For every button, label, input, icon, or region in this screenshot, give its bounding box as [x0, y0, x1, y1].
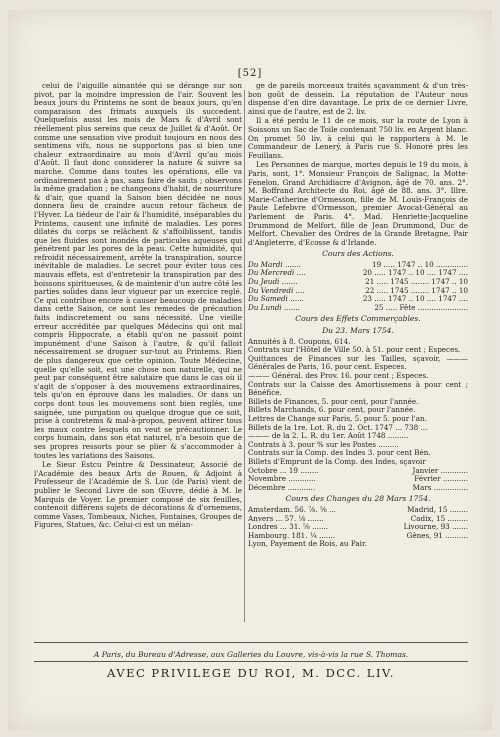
- table-row: Du Vendredi .... 22 ..... 1745 ........ 1747 .. 10: [248, 285, 468, 295]
- article-paragraph: Il a été perdu le 11 de ce mois, sur la route de Lyon à Soissons un Sac de Toile contenant 750 liv. en Argent blanc. On promet 50 liv. à celui qui le rapportera à M. le Commandeur de Lenerý, à Paris rue S. Honoré près les Feuillans.: [248, 116, 468, 160]
- effets-date: Du 23. Mars 1754.: [322, 326, 394, 336]
- list-item: Contrats sur l'Hôtel de Ville 50. à 51. pour cent ; Especes.: [248, 345, 461, 355]
- table-row: Du Lundi ....... 25 ..... Fête ......................: [248, 302, 468, 312]
- table-row: Du Mardi ....... 19 ..... 1747 .. 10 ..............: [248, 259, 468, 269]
- list-item: Billets Marchands, 6. pour cent, pour l'année.: [248, 405, 416, 415]
- article-paragraph: celui de l'aiguille aimantée qui se dérange sur son pivot, par la moindre impression de l'air. Souvent les beaux jours du Printems ne sont de beaux jours, qu'en comparaison des frimats auxquels ils succedent. Quelquefois aussi les mois de Mars & d'Avril sont réellement plus sereins que ceux de Juillet & d'Août. Or comme une sensation vive produit toujours en nous des sentimens vifs, nous ne supportons pas si bien une chaleur extraordinaire au mois d'Avril qu'au mois d'Août. Il faut donc considerer la nature & suivre sa marche. Comme dans toutes les opérations, elle va ordinairement pas à pas, sans faire de sauts ; observons la même gradation ; ne changeons d'habit, de nourriture & d'air, que quand la Saison bien décidée ne nous donnera lieu de craindre aucun retour fâcheux de l'Hyver. La tiédeur de l'air & l'humidité, inséparables du Printems, causent une infinité de maladies. Les pores dilatés du corps se relâchent & s'affoiblissent, tandis que les fluides sont inondés de particules aqueuses qui pénétrent par les pores de la peau. Cette humidité, qui refroidit nécessairement, arrête la transpiration, source inévitable de maladies. Le secret pour éviter tous ces mauvais effets, est d'entretenir la transpiration par des boissons spiritueuses, & de maintenir d'un autre côté les parties solides dans leur vigueur par un exercice reglé. Ce qui contribue encore à causer beaucoup de maladies dans cette Saison, ce sont les remedes de précaution faits indiscretement ou sans nécessité. Une vieille erreur accréditée par quelques Médecins qui ont mal compris Hippocrate, a établi qu'on ne passoit point impunément d'une Saison à l'autre, & qu'il falloit nécessairement se droguer sur-tout au Printems. Rien de plus dangereux que cette opinion. Toute Médecine, quelle qu'elle soit, est une chose non naturelle, qui ne peut par conséquent être salutaire que dans le cas où il s'agit de s'opposer à des mouvemens extraordinaires, tels qu'on en éprouve dans les maladies. Or dans un corps dont tous les mouvemens sont bien reglés, une saignée, une purgation ou quelque drogue que ce soit, prise à contretems & mal-à-propos, peuvent attirer tous les maux contre lesquels on veut se précautionner. Le corps humain, dans son état naturel, n'a besoin que de ses propres ressorts pour se plier & s'accommoder à toutes les variations des Saisons.: [34, 82, 242, 460]
- list-item: Billets d'Emprunt de la Comp. des Indes, sçavoir: [248, 456, 426, 466]
- list-item: Quittances de Finances sur les Tailles, sçavoir, ——— Générales de Paris, 16. pour cent. Especes.: [248, 353, 468, 372]
- list-item: Contrats sur la Comp. des Indes 3. pour cent Bén.: [248, 448, 431, 458]
- list-item: ——— de la 2. L. R. du 1er. Août 1748 .........: [248, 431, 409, 441]
- actions-table: [248, 261, 468, 313]
- table-row: Anvers ... 57. ⅛ ....... Cadix, 15 .........: [248, 513, 468, 523]
- list-item: Contrats à 3. pour % sur les Postes .........: [248, 439, 399, 449]
- actions-heading: Cours des Actions.: [322, 249, 394, 259]
- list-item: Billets de Finances, 5. pour cent, pour l'année.: [248, 396, 419, 406]
- table-row: Du Jeudi ....... 21 ..... 1745 ........ 1747 .. 10: [248, 277, 468, 287]
- footer-rule: [34, 642, 468, 643]
- table-row: Décembre ............ Mars ...............: [248, 482, 468, 492]
- table-row: Novembre ............ Février ...........: [248, 474, 468, 484]
- column-divider: [244, 90, 245, 622]
- article-paragraph: ge de pareils morceaux traités sçavamment & d'un très-bon goût de dessein. La réputation de l'Auteur nous dispense d'en dire davantage. Le prix de ce dernier Livre, ainsi que de l'autre, est de 2. liv.: [248, 82, 468, 116]
- table-row: Du Mercredi .... 20 ..... 1747 .. 10 .... 1747 ....: [248, 268, 468, 278]
- list-item: ——— Général. des Prov. 16. pour cent ; Especes.: [248, 371, 429, 380]
- list-item: Lettres de Change sur Paris, 5. pour 5. pour l'an.: [248, 413, 427, 423]
- right-column: [248, 82, 468, 632]
- page-number: [52]: [237, 68, 263, 79]
- list-item: Billets de la 1re. Lot. R. du 2. Oct. 1747 ... 738 ...: [248, 422, 428, 432]
- article-paragraph: Le Sieur Estcu Peintre & Dessinateur, Associé de l'Académie des beaux Arts de Rouen, & Adjoint à Professeur de l'Académie de S. Luc (de Paris) vient de publier le Second Livre de son Œuvre, dédié à M. le Marquis de Voyer. Le premier composé de six feuilles, contenoit différens sujets de décorations & d'ornemens, comme Vases, Tombeaux, Niches, Fontaines, Groupes de Figures, Statues, &c. Celui-ci est un mélan-: [34, 460, 242, 530]
- publisher-address: A Paris, du Bureau d'Adresse, aux Galleries du Louvre, vis-à-vis la rue S. Thomas.: [93, 650, 409, 659]
- list-item: Contrats sur la Caisse des Amortissemens à pour cent ; Bénéfice.: [248, 379, 468, 398]
- table-row: Du Samedi ...... 23 ..... 1747 .. 10 .... 1747 ....: [248, 294, 468, 304]
- effets-heading: Cours des Effets Commerçables.: [295, 314, 421, 324]
- table-row: Octobre ... 19 ........ Janvier ............: [248, 465, 468, 475]
- royal-privilege: AVEC PRIVILEGE DU ROI, M. DCC. LIV.: [107, 666, 395, 680]
- months-table: [248, 467, 468, 493]
- newspaper-page: [8, 10, 492, 730]
- changes-heading: Cours des Changes du 28 Mars 1754.: [285, 494, 431, 504]
- effets-list: [248, 338, 468, 467]
- article-paragraph: Les Personnes de marque, mortes depuis le 19 du mois, à Paris, sont, 1°. Monsieur François de Salignac, la Motte-Fenelon, Grand Archidiacre d'Avignon, âgé de 70. ans. 2°. M. Boffrand Architecte du Roi, âgé de 88. ans. 3°. Illre. Marie-Catherine d'Ormesson, fille de M. Louis-François de Paule Lefebvre d'Ormesson, premier Avocat-Général au Parlement de Paris. 4°. Mad. Henriette-Jacqueline Drummond de Melfort, fille de Jean Drummond, Duc de Melfort. Chevalier des Ordres de la Grande Bretagne, Pair d'Angleterre, d'Ecosse & d'Irlande.: [248, 160, 468, 247]
- list-item: Annuités à 8. Coupons, 614.: [248, 336, 351, 346]
- footer-rule: [34, 661, 468, 662]
- table-row: Lyon, Payement de Rois, au Pair.: [248, 539, 367, 549]
- changes-table: [248, 506, 468, 549]
- left-column: [34, 82, 242, 632]
- table-row: Amsterdam. 56. ⅞. ⅜ ... Madrid, 15 ........: [248, 504, 468, 514]
- table-row: Hambourg. 181. ¼ ....... Gênes, 91 ..........: [248, 530, 468, 540]
- table-row: Londres ... 31. ⅝ ....... Livourne, 93 .......: [248, 522, 468, 532]
